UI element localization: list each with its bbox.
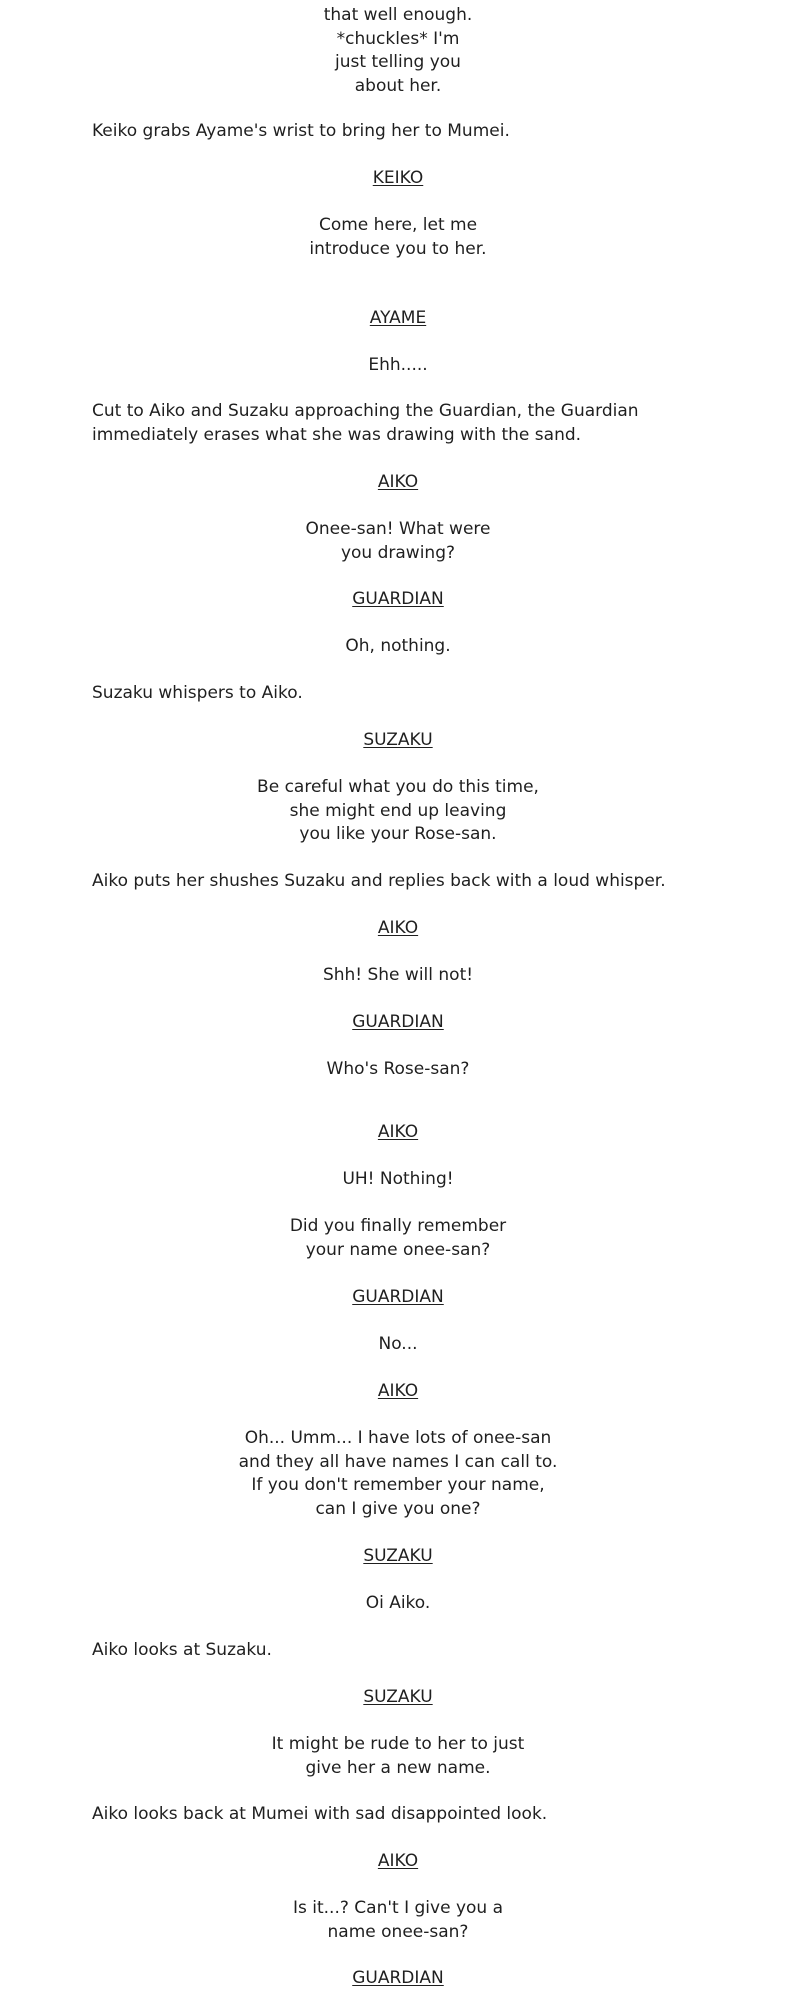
text-line: Come here, let me — [318, 215, 478, 235]
text-line: UH! Nothing! — [342, 1169, 454, 1189]
text-line: *chuckles* I'm — [336, 28, 460, 49]
dialogue-block — [0, 1168, 798, 1192]
character-name: SUZAKU — [363, 730, 433, 750]
character-name: AIKO — [377, 1381, 419, 1401]
text-line: It might be rude to her to just — [271, 1734, 525, 1754]
character-cue — [0, 1286, 798, 1310]
text-line: your name onee-san? — [305, 1239, 491, 1260]
character-cue — [0, 588, 798, 612]
dialogue-block — [0, 214, 798, 261]
text-line: Aiko looks back at Mumei with sad disappointed look. — [92, 1804, 548, 1824]
character-name: KEIKO — [372, 168, 424, 188]
character-name: AIKO — [377, 918, 419, 938]
character-cue — [0, 471, 798, 495]
text-line: Is it...? Can't I give you a — [292, 1898, 504, 1918]
text-line: that well enough. — [323, 5, 473, 25]
text-line: Shh! She will not! — [322, 965, 474, 985]
text-line: No... — [378, 1334, 418, 1354]
character-name: SUZAKU — [363, 1546, 433, 1566]
character-name: SUZAKU — [363, 1687, 433, 1707]
action-line — [92, 682, 732, 706]
text-line: name onee-san? — [327, 1921, 469, 1942]
character-name: AYAME — [369, 308, 427, 328]
character-cue — [0, 1380, 798, 1404]
action-line — [92, 870, 732, 894]
dialogue-block — [0, 1333, 798, 1357]
dialogue-block — [0, 776, 798, 847]
text-line: and they all have names I can call to. — [238, 1451, 558, 1472]
character-name: GUARDIAN — [352, 1287, 444, 1307]
action-line — [92, 1639, 732, 1663]
character-cue — [0, 1967, 798, 1991]
text-line: about her. — [354, 75, 442, 96]
text-line: Keiko grabs Ayame's wrist to bring her to Mumei. — [92, 121, 510, 141]
text-line: Cut to Aiko and Suzaku approaching the Guardian, the Guardian immediately erases what she was drawing with the sand. — [92, 401, 639, 445]
character-cue — [0, 1121, 798, 1145]
text-line: Who's Rose-san? — [326, 1059, 470, 1079]
dialogue-block — [0, 635, 798, 659]
dialogue-block — [0, 1592, 798, 1616]
character-cue — [0, 1850, 798, 1874]
text-line: Suzaku whispers to Aiko. — [92, 683, 303, 703]
text-line: Onee-san! What were — [305, 519, 491, 539]
text-line: Did you finally remember — [289, 1216, 507, 1236]
character-cue — [0, 307, 798, 331]
text-line: Be careful what you do this time, — [257, 777, 539, 797]
dialogue-block — [0, 1733, 798, 1780]
text-line: introduce you to her. — [309, 238, 487, 259]
dialogue-block — [0, 964, 798, 988]
text-line: Aiko looks at Suzaku. — [92, 1640, 272, 1660]
action-line — [92, 1803, 732, 1827]
character-cue — [0, 729, 798, 753]
character-name: AIKO — [377, 472, 419, 492]
text-line: you drawing? — [340, 542, 456, 563]
text-line: give her a new name. — [305, 1757, 491, 1778]
text-line: Ehh..... — [368, 355, 428, 375]
text-line: she might end up leaving — [289, 800, 507, 821]
character-cue — [0, 917, 798, 941]
text-line: If you don't remember your name, — [251, 1475, 545, 1495]
character-name: GUARDIAN — [352, 589, 444, 609]
character-name: AIKO — [377, 1851, 419, 1871]
text-line: Oh, nothing. — [345, 636, 451, 656]
dialogue-block — [0, 1427, 798, 1521]
character-cue — [0, 1686, 798, 1710]
dialogue-block — [0, 1897, 798, 1944]
dialogue-block — [0, 354, 798, 378]
character-name: GUARDIAN — [352, 1012, 444, 1032]
text-line: you like your Rose-san. — [299, 824, 497, 844]
text-line: Oi Aiko. — [365, 1593, 431, 1613]
dialogue-block — [0, 1215, 798, 1262]
action-line — [92, 120, 732, 144]
dialogue-block — [0, 1058, 798, 1082]
character-cue — [0, 1545, 798, 1569]
text-line: Aiko puts her shushes Suzaku and replies back with a loud whisper. — [92, 871, 666, 891]
text-line: can I give you one? — [315, 1498, 481, 1519]
dialogue-block — [0, 518, 798, 565]
text-line: just telling you — [335, 52, 461, 72]
character-cue — [0, 167, 798, 191]
character-name: GUARDIAN — [352, 1968, 444, 1988]
dialogue-block — [0, 4, 798, 98]
character-name: AIKO — [377, 1122, 419, 1142]
character-cue — [0, 1011, 798, 1035]
action-line — [92, 400, 732, 447]
text-line: Oh... Umm... I have lots of onee-san — [244, 1428, 552, 1448]
